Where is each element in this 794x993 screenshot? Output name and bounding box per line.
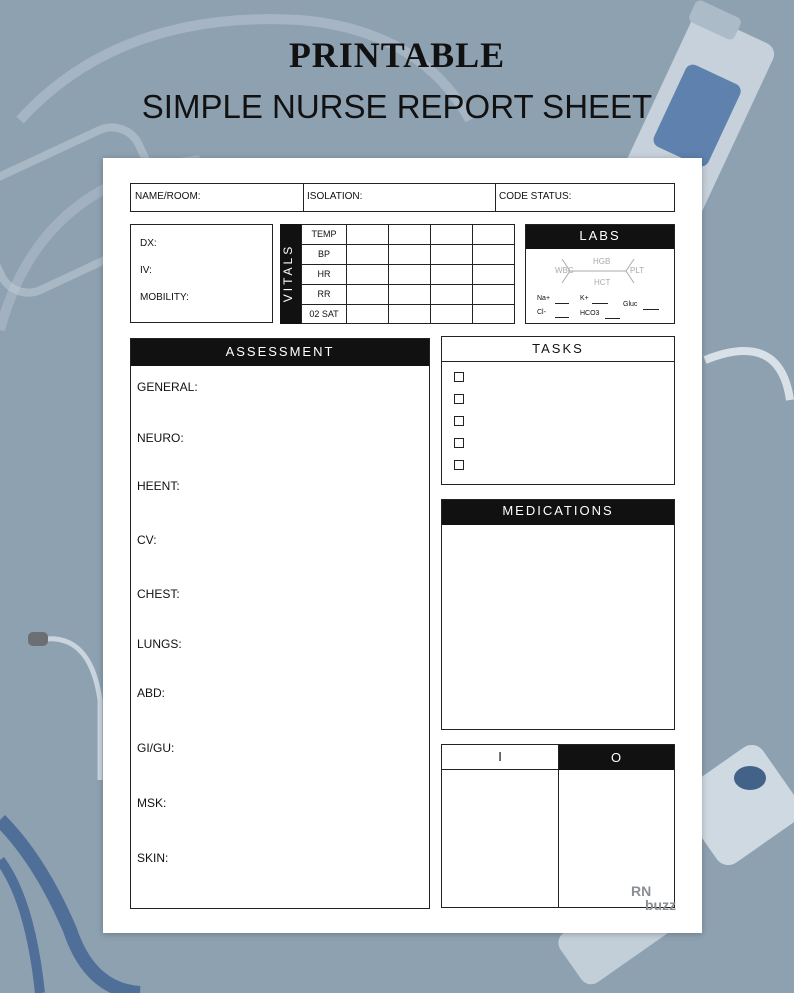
- assessment-item[interactable]: MSK:: [137, 796, 167, 810]
- vital-row-label: HR: [317, 269, 331, 279]
- iv-field[interactable]: IV:: [140, 265, 152, 276]
- report-sheet: [103, 158, 702, 933]
- output-header: O: [558, 745, 674, 770]
- medications-title: MEDICATIONS: [442, 500, 674, 525]
- assessment-item[interactable]: GENERAL:: [137, 380, 198, 394]
- tasks-section: [441, 336, 675, 485]
- assessment-item[interactable]: NEURO:: [137, 431, 184, 445]
- code-status-field[interactable]: CODE STATUS:: [499, 191, 572, 202]
- task-checkbox[interactable]: [454, 460, 464, 470]
- lab-hgb: HGB: [593, 257, 611, 266]
- task-checkbox[interactable]: [454, 416, 464, 426]
- assessment-item[interactable]: ABD:: [137, 686, 166, 700]
- labs-section: [525, 224, 675, 324]
- lab-hct: HCT: [594, 278, 611, 287]
- brand-logo: [631, 884, 691, 924]
- assessment-item[interactable]: SKIN:: [137, 851, 169, 865]
- isolation-field[interactable]: ISOLATION:: [307, 191, 363, 202]
- assessment-item[interactable]: LUNGS:: [137, 637, 182, 651]
- task-checkbox[interactable]: [454, 438, 464, 448]
- name-room-field[interactable]: NAME/ROOM:: [135, 191, 201, 202]
- lab-na: Na+: [537, 295, 551, 302]
- assessment-item[interactable]: HEENT:: [137, 479, 180, 493]
- lab-plt: PLT: [630, 266, 645, 275]
- medications-section: [441, 499, 675, 730]
- lab-cl: Cl-: [537, 309, 546, 316]
- patient-info-box: [130, 224, 273, 323]
- vitals-section: [280, 224, 515, 324]
- dx-field[interactable]: DX:: [140, 238, 157, 249]
- task-checkbox[interactable]: [454, 394, 464, 404]
- brand-buzz: buzz: [645, 897, 677, 913]
- assessment-title: ASSESSMENT: [131, 339, 429, 366]
- lab-hco3: HCO3: [580, 310, 600, 317]
- intake-header: I: [442, 745, 558, 770]
- task-checkbox[interactable]: [454, 372, 464, 382]
- lab-k: K+: [580, 295, 589, 302]
- tasks-title: TASKS: [442, 337, 674, 362]
- assessment-item[interactable]: CV:: [137, 533, 157, 547]
- background-line-art: [705, 351, 790, 400]
- title-main: SIMPLE NURSE REPORT SHEET: [141, 88, 653, 125]
- labs-title: LABS: [526, 225, 674, 249]
- header-fields-row: [130, 183, 675, 212]
- assessment-section: [130, 338, 430, 909]
- vital-row-label: TEMP: [311, 229, 337, 239]
- assessment-item[interactable]: CHEST:: [137, 587, 180, 601]
- vital-row-label: RR: [317, 289, 331, 299]
- title-printable: PRINTABLE: [288, 35, 506, 75]
- mobility-field[interactable]: MOBILITY:: [140, 292, 189, 303]
- assessment-item[interactable]: GI/GU:: [137, 741, 175, 755]
- vital-row-label: BP: [317, 249, 330, 259]
- brand-rn: RN: [631, 883, 652, 899]
- lab-gluc: Gluc: [623, 301, 638, 308]
- vitals-title-bar: [280, 224, 301, 324]
- vital-row-label: 02 SAT: [309, 309, 339, 319]
- vitals-grid: [301, 224, 515, 324]
- lab-wbc: WBC: [555, 266, 574, 275]
- vitals-title: VITALS: [281, 243, 295, 303]
